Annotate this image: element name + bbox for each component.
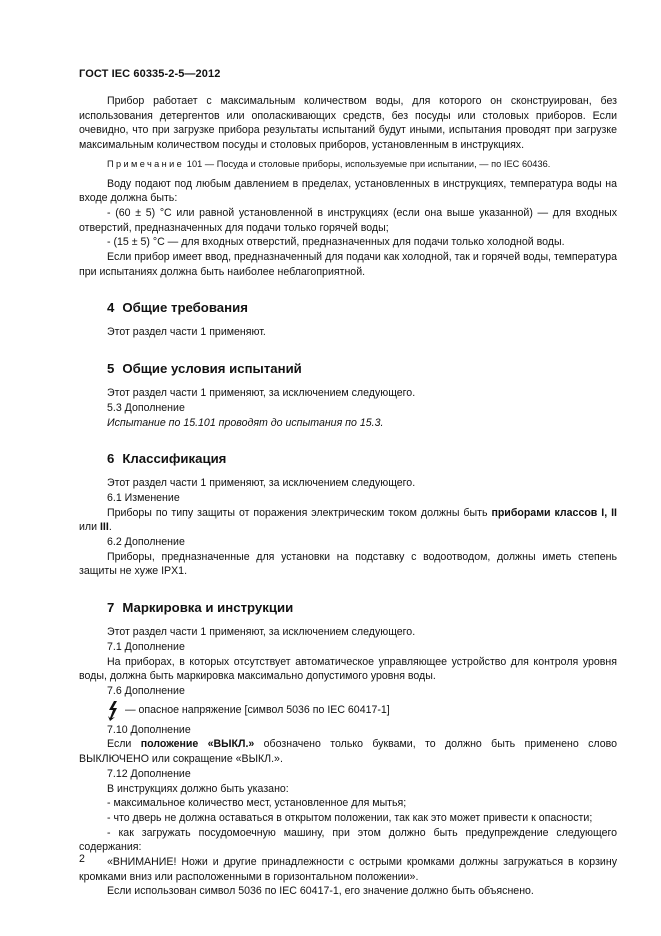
section-7-paragraph-4: В инструкциях должно быть указано: [107, 782, 289, 795]
intro-paragraph-2: Воду подают под любым давлением в пределах, установленных в инструкциях, температура воды на входе должна быть: [79, 177, 617, 205]
bold-run: приборами классов I, II [491, 506, 617, 519]
intro-paragraph-3: Если прибор имеет ввод, предназначенный для подачи как холодной, так и горячей воды, температура при испытаниях должна быть наиболее неблагоприятной. [79, 251, 617, 278]
text-run: обозначено только буквами, то должно быть применено слово ВЫКЛЮЧЕНО или сокращение «ВЫКЛ.». [79, 738, 617, 766]
note [79, 157, 617, 172]
section-6-paragraph-3: Приборы, предназначенные для установки на подставку с водоотводом, должны иметь степень защиты не хуже IPX1. [79, 550, 617, 578]
document-body [79, 94, 617, 899]
subsection-6-1: 6.1 Изменение [107, 491, 180, 504]
text-run: . [108, 521, 112, 534]
section-7-paragraph-5: Если использован символ 5036 по IEC 60417-1, его значение должно быть объяснено. [107, 885, 534, 898]
note-label: Примечание [107, 158, 185, 169]
section-6-paragraph-2 [79, 506, 617, 535]
section-5-paragraph-2: Испытание по 15.101 проводят до испытания по 15.3. [107, 416, 384, 429]
list-item: - максимальное количество мест, установленное для мытья; [107, 797, 407, 810]
subsection-7-10: 7.10 Дополнение [107, 723, 191, 736]
section-title: Маркировка и инструкции [122, 600, 294, 616]
subsection-7-12: 7.12 Дополнение [107, 767, 191, 780]
page-number: 2 [79, 853, 85, 865]
subsection-6-2: 6.2 Дополнение [107, 536, 185, 549]
list-item: - (15 ± 5) °С — для входных отверстий, предназначенных для подачи только холодной воды. [107, 236, 565, 249]
section-number: 6 [107, 451, 115, 467]
text-run: Приборы по типу защиты от поражения электрическим током должны быть [107, 506, 492, 519]
subsection-7-1: 7.1 Дополнение [107, 640, 185, 653]
section-title: Общие условия испытаний [122, 361, 302, 377]
document-header: ГОСТ IEC 60335-2-5—2012 [79, 68, 221, 80]
intro-paragraph-1: Прибор работает с максимальным количеством воды, для которого он сконструирован, без использования детергентов или ополаскивающих средств, без посуды или столовых приборов. Если очевидно, что при загрузке прибора результаты испытаний будут иными, испытания проводят при загрузке максимальным количеством посуды и столовых приборов, установленным в инструкциях. [79, 95, 617, 152]
warning-quote: «ВНИМАНИЕ! Ножи и другие принадлежности с острыми кромками должны загружаться в корзину кромками вниз или расположенными в горизонтальном положении». [79, 856, 617, 883]
section-5-paragraph-1: Этот раздел части 1 применяют, за исключением следующего. [107, 387, 416, 400]
section-number: 4 [107, 300, 115, 316]
bold-run: III [99, 521, 109, 534]
section-7-paragraph-2: На приборах, в которых отсутствует автоматическое управляющее устройство для контроля уровня воды, должна быть маркировка максимально допустимого уровня воды. [79, 655, 617, 683]
section-heading-5 [79, 360, 617, 377]
symbol-description: — опасное напряжение [символ 5036 по IEC 60417-1] [125, 704, 390, 717]
list-item: - как загружать посудомоечную машину, при этом должно быть предупреждение следующего содержания: [79, 826, 617, 854]
note-text: 101 — Посуда и столовые приборы, используемые при испытании, — по IEC 60436. [184, 158, 551, 169]
section-heading-4 [79, 299, 617, 316]
subsection-5-3: 5.3 Дополнение [107, 401, 185, 414]
section-7-paragraph-3 [79, 737, 617, 766]
high-voltage-icon [107, 701, 119, 721]
subsection-7-6: 7.6 Дополнение [107, 684, 185, 697]
section-6-paragraph-1: Этот раздел части 1 применяют, за исключением следующего. [107, 477, 416, 490]
section-number: 5 [107, 361, 115, 377]
text-run: или [79, 521, 100, 534]
section-7-paragraph-1: Этот раздел части 1 применяют, за исключением следующего. [107, 626, 416, 639]
section-4-paragraph: Этот раздел части 1 применяют. [107, 326, 266, 339]
section-title: Классификация [122, 451, 227, 467]
text-run: Если [107, 738, 141, 751]
bold-run: положение «ВЫКЛ.» [140, 738, 255, 751]
section-title: Общие требования [122, 300, 248, 316]
list-item: - что дверь не должна оставаться в открытом положении, так как это может привести к опасности; [107, 811, 593, 824]
voltage-symbol-line [79, 699, 617, 723]
section-number: 7 [107, 600, 115, 616]
section-heading-7 [79, 599, 617, 616]
list-item: - (60 ± 5) °С или равной установленной в инструкциях (если она выше указанной) — для входных отверстий, предназначенных для подачи только горячей воды; [79, 206, 617, 234]
section-heading-6 [79, 450, 617, 467]
